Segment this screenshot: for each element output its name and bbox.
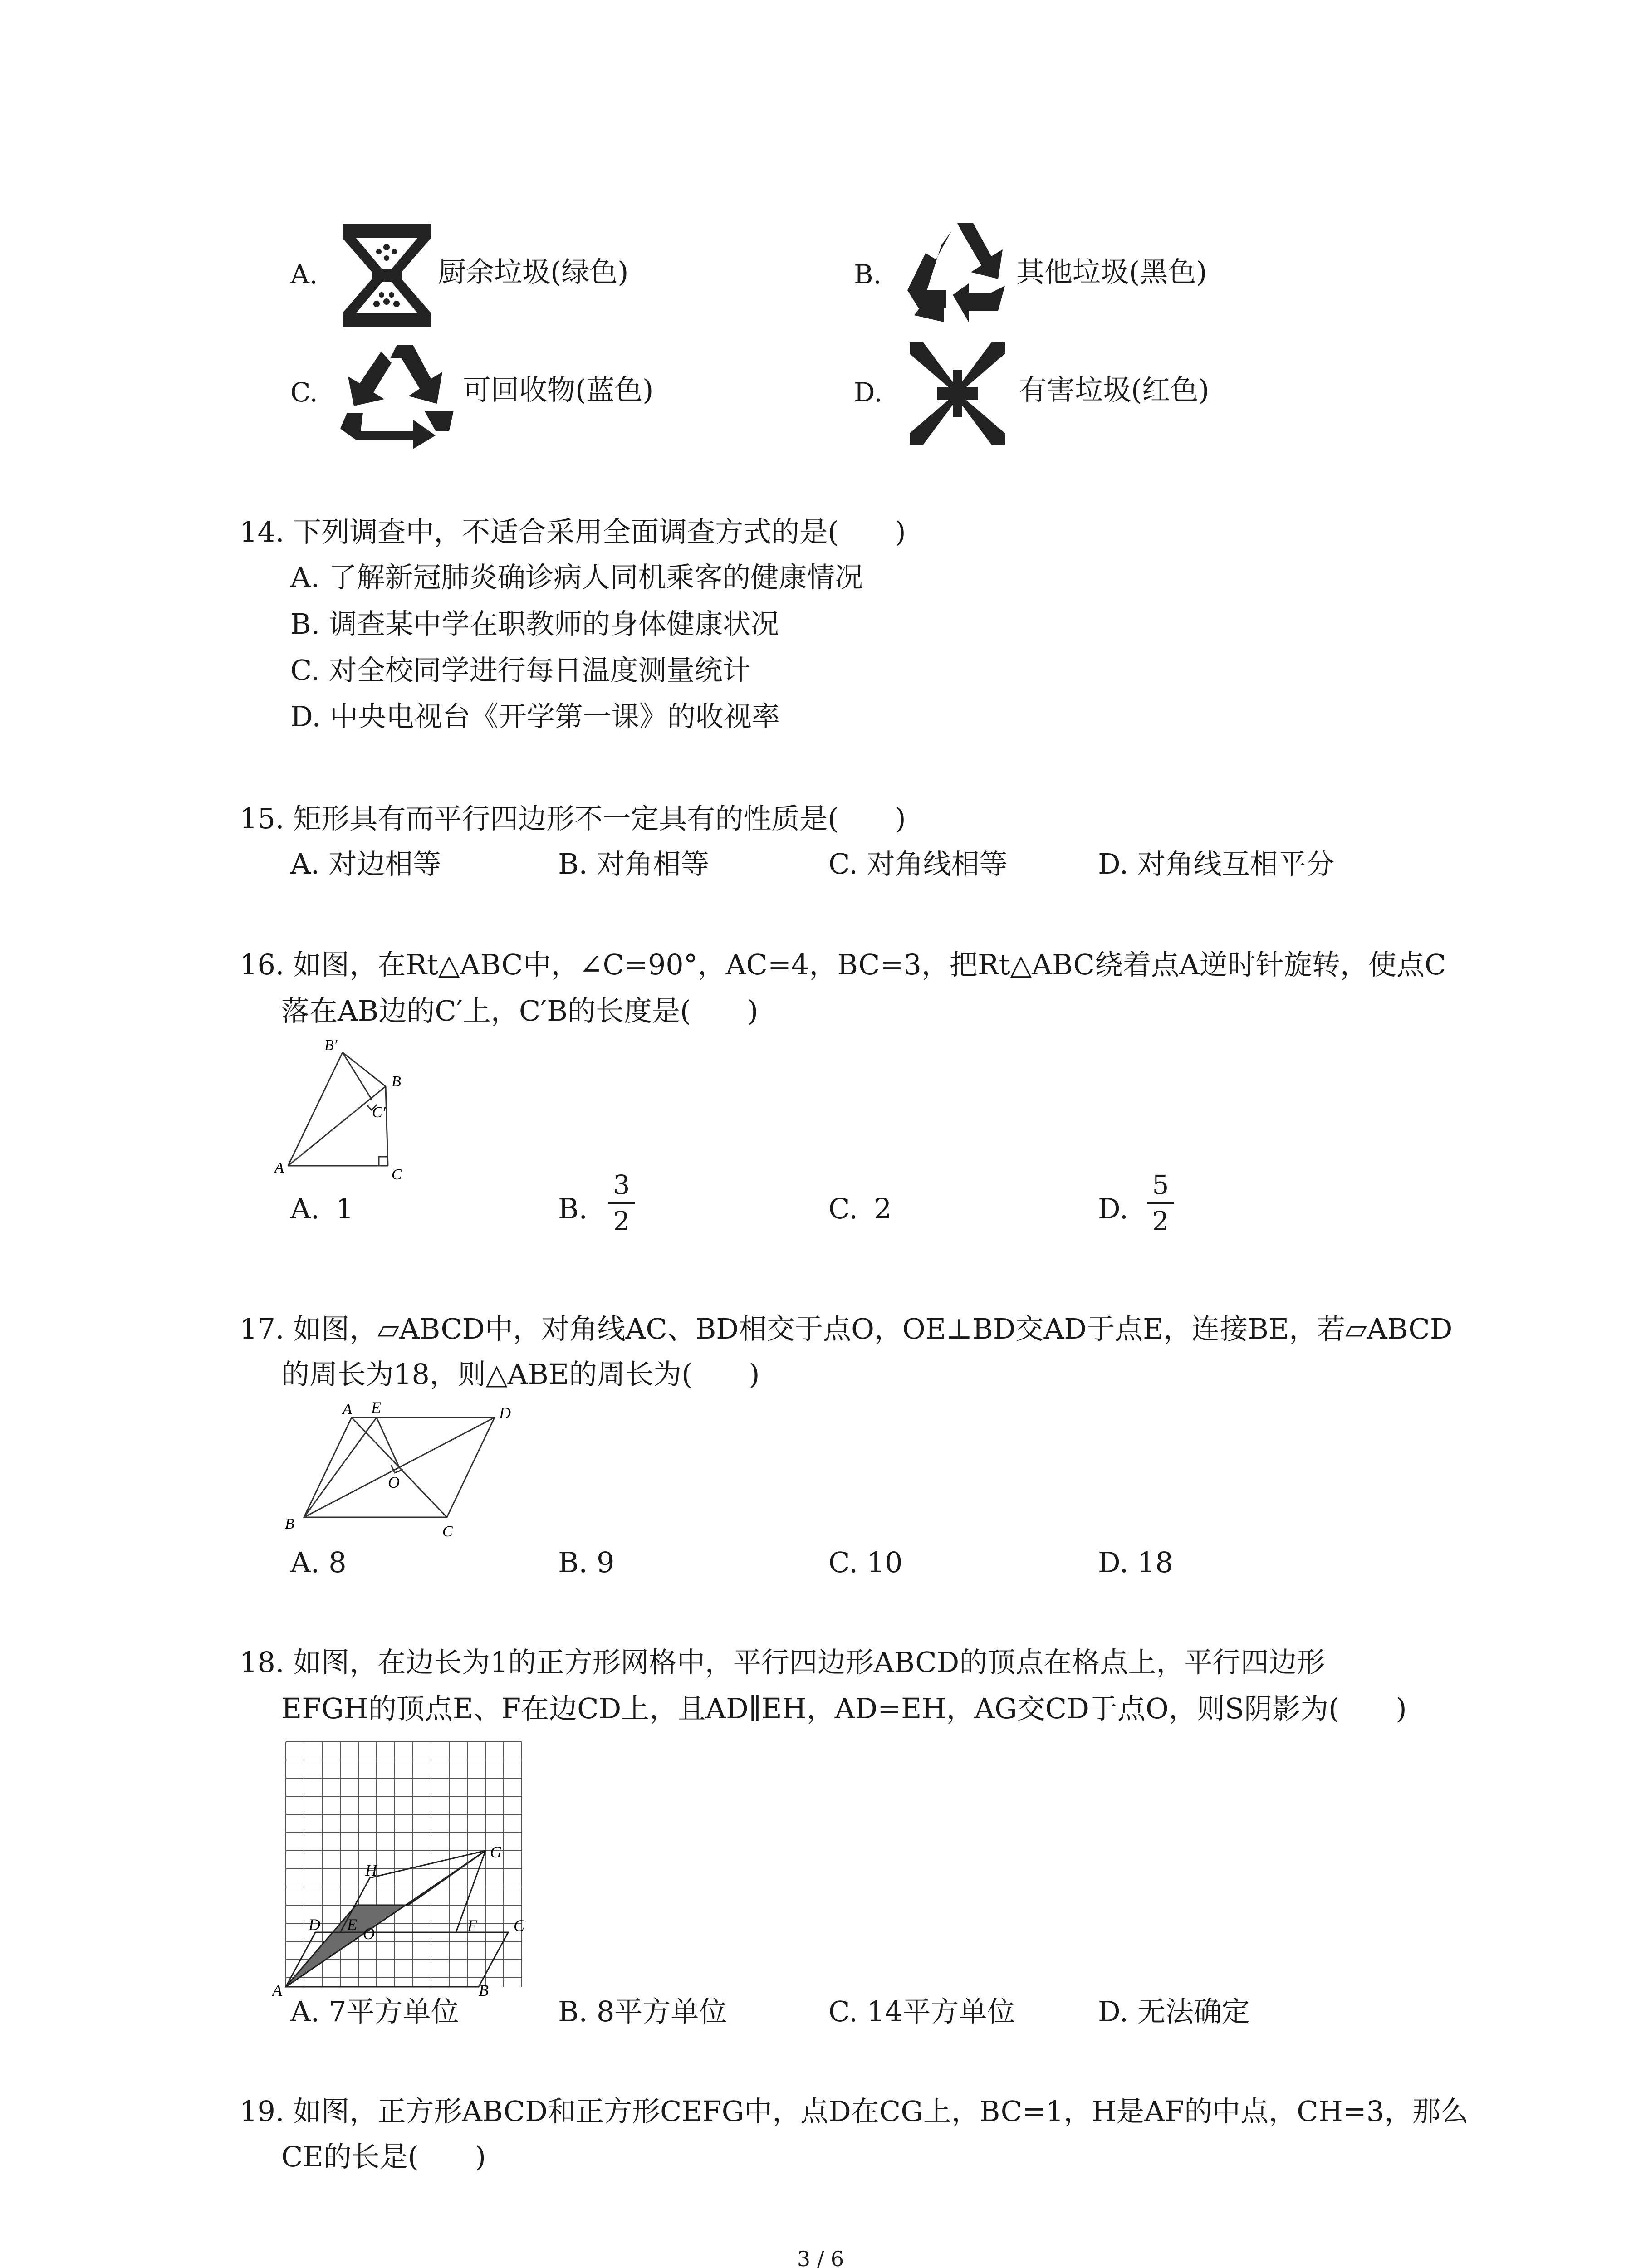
q16-label-a: A xyxy=(274,1159,284,1176)
q14-option-a: A. 了解新冠肺炎确诊病人同机乘客的健康情况 xyxy=(290,561,863,594)
q18-figure xyxy=(272,1740,544,1998)
q18-label-c: C xyxy=(514,1916,525,1935)
q18-label-g: G xyxy=(490,1843,502,1861)
q16-option-a-value: 1 xyxy=(336,1192,354,1225)
q17-stem-line2: 的周长为18，则△ABE的周长为( ) xyxy=(281,1358,760,1391)
q18-label-f: F xyxy=(467,1916,477,1935)
q16-figure xyxy=(274,1036,424,1182)
q18-label-d: D xyxy=(309,1916,320,1934)
q15-option-d: D. 对角线互相平分 xyxy=(1098,847,1334,880)
q16-label-b-prime: B′ xyxy=(324,1037,338,1054)
q16-stem-line2: 落在AB边的C′上，C′B的长度是( ) xyxy=(281,994,759,1027)
q18-option-a: A. 7平方单位 xyxy=(290,1995,459,2028)
cross-arrows-icon xyxy=(903,338,1012,449)
q18-label-a: A xyxy=(272,1981,282,1998)
q15-stem: 15. 矩形具有而平行四边形不一定具有的性质是( ) xyxy=(240,802,906,835)
page-number: 3 / 6 xyxy=(797,2247,844,2268)
q16-label-b: B xyxy=(392,1073,401,1090)
recycle-arrows-icon xyxy=(333,338,460,451)
q16-label-c: C xyxy=(392,1166,402,1182)
q13-option-a-letter: A. xyxy=(290,259,318,290)
q16-option-a-letter: A. xyxy=(290,1192,320,1225)
q15-option-a: A. 对边相等 xyxy=(290,847,441,880)
hourglass-icon xyxy=(338,220,436,331)
q14-option-b: B. 调查某中学在职教师的身体健康状况 xyxy=(290,607,779,640)
q14-option-c: C. 对全校同学进行每日温度测量统计 xyxy=(290,654,751,687)
q17-option-b: B. 9 xyxy=(558,1546,615,1579)
q18-option-c: C. 14平方单位 xyxy=(828,1995,1015,2028)
recycle-triangle-icon xyxy=(901,218,1014,331)
q17-label-c: C xyxy=(442,1523,453,1540)
q17-option-c: C. 10 xyxy=(828,1546,903,1579)
q14-stem: 14. 下列调查中，不适合采用全面调查方式的是( ) xyxy=(240,515,906,548)
q16-option-b-numerator: 3 xyxy=(613,1169,630,1200)
q16-option-b-denominator: 2 xyxy=(613,1206,630,1237)
q13-option-b-letter: B. xyxy=(854,259,882,290)
q13-option-c-letter: C. xyxy=(290,377,318,408)
q18-label-o: O xyxy=(363,1925,375,1943)
q16-option-d-denominator: 2 xyxy=(1152,1206,1169,1237)
q18-label-h: H xyxy=(365,1861,377,1879)
q18-label-e: E xyxy=(347,1916,357,1934)
q18-option-b: B. 8平方单位 xyxy=(558,1995,727,2028)
q16-option-b-fraction xyxy=(608,1170,635,1236)
q16-option-d-letter: D. xyxy=(1098,1192,1129,1225)
q13-option-d-letter: D. xyxy=(854,377,882,408)
q18-stem-line2: EFGH的顶点E、F在边CD上，且AD∥EH，AD=EH，AG交CD于点O，则S阴影为( ) xyxy=(281,1692,1407,1725)
q19-stem-line1: 19. 如图，正方形ABCD和正方形CEFG中，点D在CG上，BC=1，H是AF的中点，CH=3，那么 xyxy=(240,2095,1469,2128)
q14-option-d: D. 中央电视台《开学第一课》的收视率 xyxy=(290,700,780,733)
q16-stem-line1: 16. 如图，在Rt△ABC中，∠C=90°，AC=4，BC=3，把Rt△ABC绕着点A逆时针旋转，使点C xyxy=(240,948,1446,981)
q13-option-c-text: 可回收物(蓝色) xyxy=(463,373,654,406)
q16-option-b-letter: B. xyxy=(558,1192,588,1225)
q17-option-a: A. 8 xyxy=(290,1546,347,1579)
q18-stem-line1: 18. 如图，在边长为1的正方形网格中，平行四边形ABCD的顶点在格点上，平行四边形 xyxy=(240,1646,1325,1679)
q13-option-a-text: 厨余垃圾(绿色) xyxy=(438,255,629,288)
q16-label-c-prime: C′ xyxy=(372,1104,386,1121)
q15-option-c: C. 对角线相等 xyxy=(828,847,1008,880)
q17-label-o: O xyxy=(388,1473,400,1491)
q18-label-b: B xyxy=(479,1981,489,1998)
q16-option-d-fraction xyxy=(1147,1170,1174,1236)
q17-option-d: D. 18 xyxy=(1098,1546,1173,1579)
q17-label-b: B xyxy=(285,1515,294,1532)
q17-label-a: A xyxy=(343,1401,352,1418)
q17-stem-line1: 17. 如图，▱ABCD中，对角线AC、BD相交于点O，OE⊥BD交AD于点E，连接BE，若▱ABCD xyxy=(240,1312,1453,1345)
q16-option-c-letter: C. xyxy=(828,1192,858,1225)
q19-stem-line2: CE的长是( ) xyxy=(281,2140,486,2173)
q13-option-d-text: 有害垃圾(红色) xyxy=(1019,373,1210,406)
q17-figure xyxy=(272,1395,535,1545)
q17-label-d: D xyxy=(499,1404,511,1422)
q16-option-c-value: 2 xyxy=(874,1192,892,1225)
q16-option-d-numerator: 5 xyxy=(1152,1169,1169,1200)
q15-option-b: B. 对角相等 xyxy=(558,847,709,880)
q17-label-e: E xyxy=(371,1398,381,1417)
q18-option-d: D. 无法确定 xyxy=(1098,1995,1250,2028)
q13-option-b-text: 其他垃圾(黑色) xyxy=(1016,255,1207,288)
